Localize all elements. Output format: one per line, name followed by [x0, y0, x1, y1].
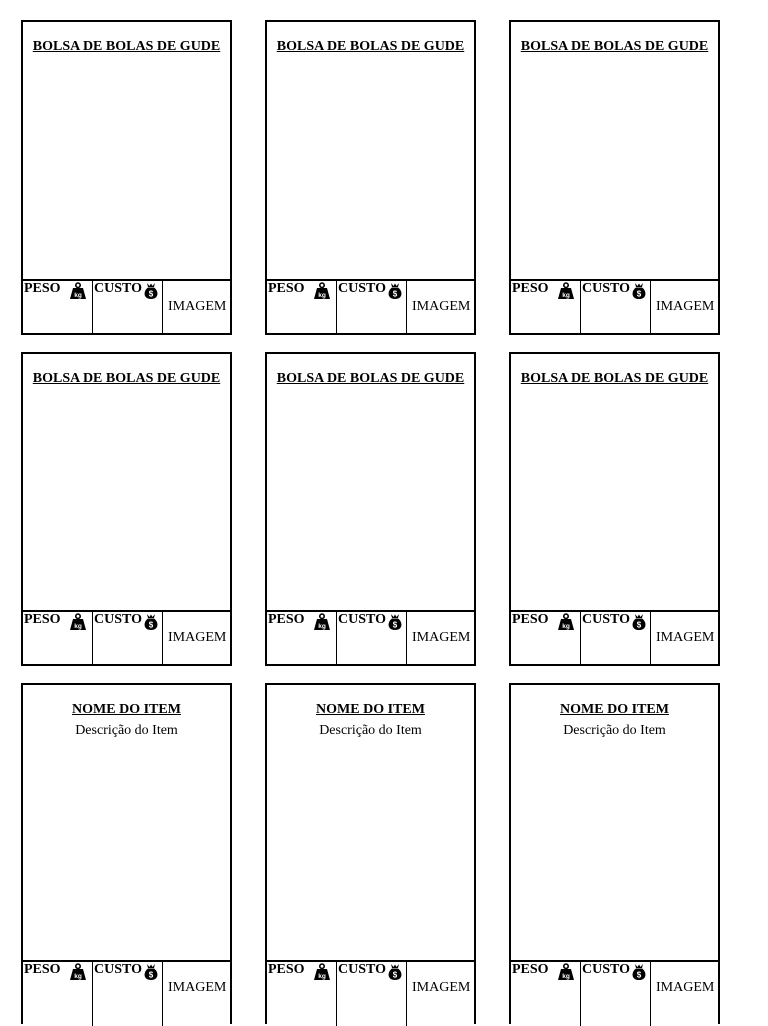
svg-text:kg: kg — [318, 292, 326, 299]
peso-cell — [23, 612, 93, 666]
custo-cell — [581, 962, 651, 1026]
money-bag-icon — [386, 613, 404, 631]
card-footer — [23, 279, 230, 335]
peso-cell — [511, 612, 581, 666]
money-bag-icon — [386, 282, 404, 300]
custo-label: CUSTO — [94, 281, 142, 296]
money-bag-icon — [142, 613, 160, 631]
custo-label: CUSTO — [582, 962, 630, 977]
imagem-cell — [651, 962, 718, 1026]
card-title: NOME DO ITEM — [316, 702, 425, 717]
peso-label: PESO — [24, 962, 61, 977]
custo-cell — [581, 612, 651, 666]
card-footer — [267, 279, 474, 335]
svg-text:$: $ — [636, 620, 642, 630]
imagem-label: IMAGEM — [656, 630, 715, 645]
item-card — [21, 20, 232, 335]
kg-weight-icon — [557, 963, 575, 981]
imagem-label: IMAGEM — [412, 299, 471, 314]
custo-cell — [337, 612, 407, 666]
money-bag-icon — [142, 963, 160, 981]
card-title: BOLSA DE BOLAS DE GUDE — [520, 371, 709, 386]
peso-label: PESO — [268, 962, 305, 977]
custo-label: CUSTO — [582, 612, 630, 627]
imagem-cell — [163, 612, 230, 666]
svg-text:$: $ — [636, 289, 642, 299]
item-card — [265, 352, 476, 666]
svg-text:kg: kg — [562, 623, 570, 630]
imagem-cell — [407, 281, 474, 335]
imagem-label: IMAGEM — [168, 630, 227, 645]
card-title: BOLSA DE BOLAS DE GUDE — [32, 39, 221, 54]
kg-weight-icon — [69, 282, 87, 300]
peso-cell — [511, 962, 581, 1026]
svg-text:$: $ — [392, 289, 398, 299]
imagem-cell — [163, 281, 230, 335]
imagem-cell — [651, 612, 718, 666]
item-card — [509, 352, 720, 666]
svg-text:kg: kg — [562, 292, 570, 299]
card-title: NOME DO ITEM — [72, 702, 181, 717]
peso-cell — [267, 281, 337, 335]
peso-cell — [267, 962, 337, 1026]
custo-cell — [93, 612, 163, 666]
card-description: Descrição do Item — [319, 723, 422, 738]
custo-label: CUSTO — [338, 962, 386, 977]
custo-cell — [337, 962, 407, 1026]
card-title: BOLSA DE BOLAS DE GUDE — [276, 39, 465, 54]
money-bag-icon — [630, 282, 648, 300]
kg-weight-icon — [313, 963, 331, 981]
peso-cell — [511, 281, 581, 335]
peso-label: PESO — [24, 612, 61, 627]
kg-weight-icon — [69, 613, 87, 631]
imagem-label: IMAGEM — [412, 980, 471, 995]
peso-label: PESO — [512, 612, 549, 627]
money-bag-icon — [630, 613, 648, 631]
svg-text:kg: kg — [318, 973, 326, 980]
peso-label: PESO — [24, 281, 61, 296]
item-card — [21, 352, 232, 666]
peso-label: PESO — [268, 612, 305, 627]
custo-label: CUSTO — [94, 612, 142, 627]
kg-weight-icon — [557, 613, 575, 631]
peso-label: PESO — [512, 962, 549, 977]
custo-label: CUSTO — [338, 281, 386, 296]
imagem-label: IMAGEM — [656, 299, 715, 314]
kg-weight-icon — [313, 613, 331, 631]
custo-cell — [581, 281, 651, 335]
custo-label: CUSTO — [94, 962, 142, 977]
custo-label: CUSTO — [338, 612, 386, 627]
svg-text:$: $ — [636, 970, 642, 980]
peso-label: PESO — [512, 281, 549, 296]
svg-text:$: $ — [148, 970, 154, 980]
card-description: Descrição do Item — [75, 723, 178, 738]
item-card — [509, 20, 720, 335]
svg-text:$: $ — [392, 970, 398, 980]
peso-cell — [23, 281, 93, 335]
imagem-label: IMAGEM — [412, 630, 471, 645]
svg-text:kg: kg — [74, 292, 82, 299]
peso-cell — [267, 612, 337, 666]
imagem-label: IMAGEM — [168, 299, 227, 314]
kg-weight-icon — [313, 282, 331, 300]
card-footer — [511, 279, 718, 335]
money-bag-icon — [142, 282, 160, 300]
card-title: NOME DO ITEM — [560, 702, 669, 717]
imagem-cell — [407, 962, 474, 1026]
svg-text:$: $ — [392, 620, 398, 630]
imagem-label: IMAGEM — [656, 980, 715, 995]
custo-cell — [93, 962, 163, 1026]
kg-weight-icon — [69, 963, 87, 981]
card-footer — [267, 610, 474, 666]
item-card — [21, 683, 232, 1024]
peso-label: PESO — [268, 281, 305, 296]
peso-cell — [23, 962, 93, 1026]
custo-cell — [93, 281, 163, 335]
imagem-cell — [651, 281, 718, 335]
custo-label: CUSTO — [582, 281, 630, 296]
card-description: Descrição do Item — [563, 723, 666, 738]
svg-text:kg: kg — [74, 623, 82, 630]
svg-text:$: $ — [148, 289, 154, 299]
kg-weight-icon — [557, 282, 575, 300]
card-footer — [23, 960, 230, 1026]
svg-text:kg: kg — [318, 623, 326, 630]
money-bag-icon — [630, 963, 648, 981]
imagem-cell — [163, 962, 230, 1026]
card-footer — [267, 960, 474, 1026]
card-title: BOLSA DE BOLAS DE GUDE — [276, 371, 465, 386]
imagem-cell — [407, 612, 474, 666]
imagem-label: IMAGEM — [168, 980, 227, 995]
card-title: BOLSA DE BOLAS DE GUDE — [520, 39, 709, 54]
item-card — [509, 683, 720, 1024]
card-footer — [511, 960, 718, 1026]
card-title: BOLSA DE BOLAS DE GUDE — [32, 371, 221, 386]
svg-text:kg: kg — [74, 973, 82, 980]
card-footer — [511, 610, 718, 666]
custo-cell — [337, 281, 407, 335]
svg-text:$: $ — [148, 620, 154, 630]
money-bag-icon — [386, 963, 404, 981]
svg-text:kg: kg — [562, 973, 570, 980]
item-card — [265, 20, 476, 335]
card-footer — [23, 610, 230, 666]
item-card — [265, 683, 476, 1024]
